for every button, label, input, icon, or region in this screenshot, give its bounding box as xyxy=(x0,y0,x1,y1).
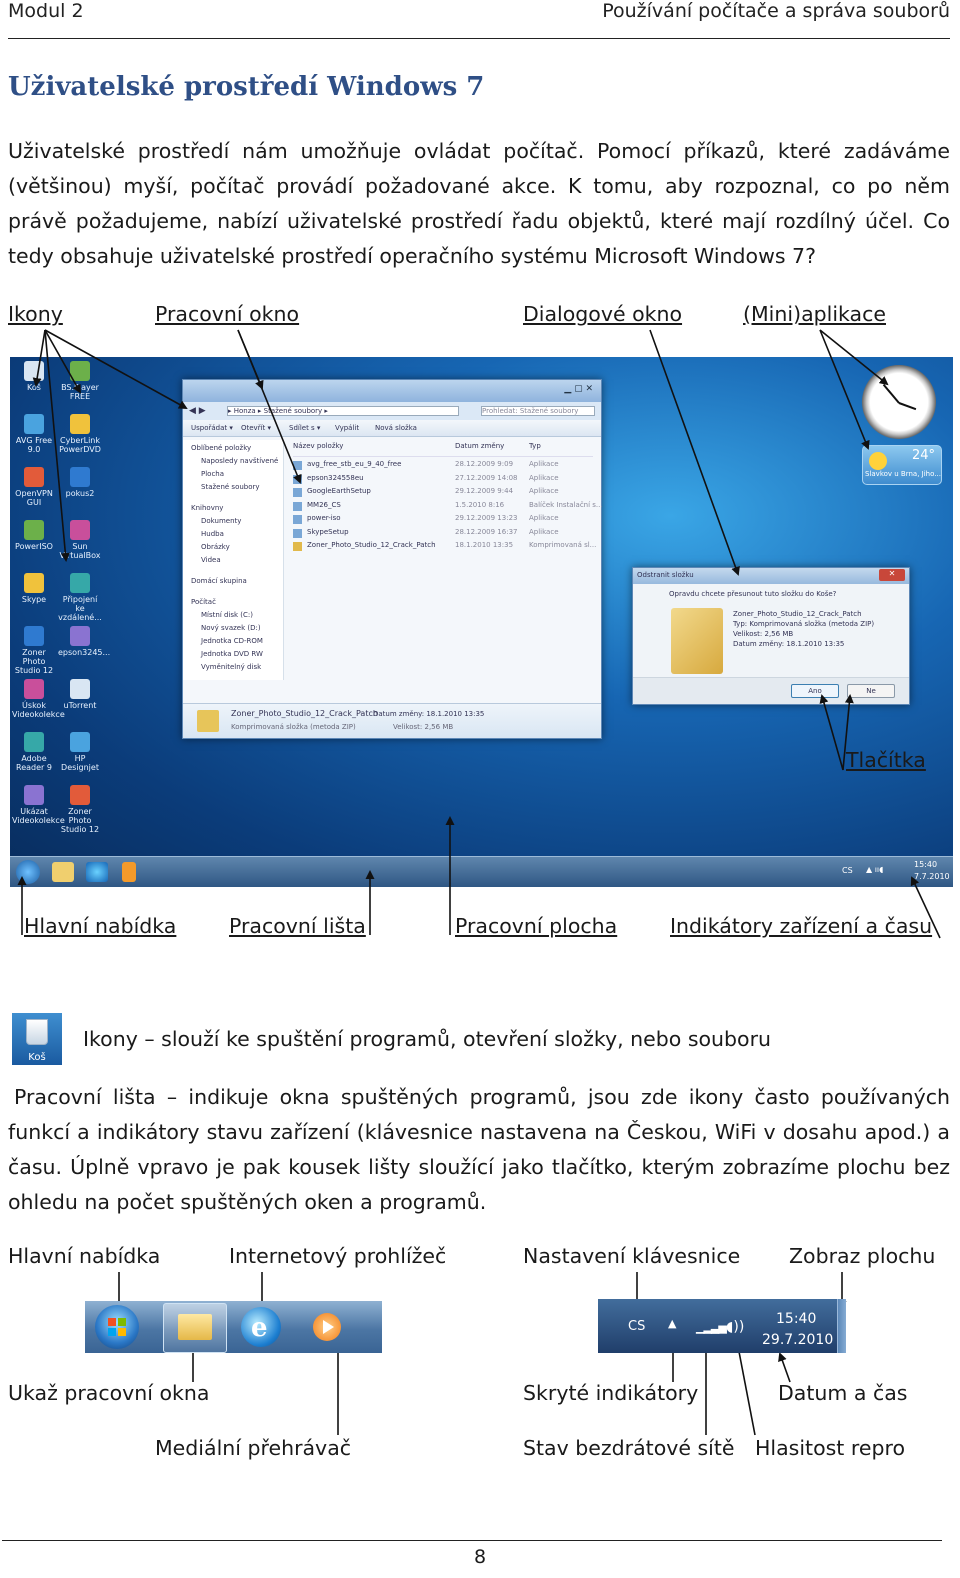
nav-item[interactable]: Hudba xyxy=(201,530,224,538)
footer-rule xyxy=(2,1540,942,1541)
start-orb-icon[interactable] xyxy=(95,1305,139,1349)
nav-item[interactable]: Plocha xyxy=(201,470,225,478)
file-type: Aplikace xyxy=(529,487,559,495)
label-icons: Ikony xyxy=(8,302,63,326)
nav-item[interactable]: Jednotka DVD RW xyxy=(201,650,263,658)
file-date: 28.12.2009 16:37 xyxy=(455,527,518,536)
explorer-pinned-button[interactable] xyxy=(163,1303,227,1353)
intro-paragraph: Uživatelské prostředí nám umožňuje ovládat počítač. Pomocí příkazů, které zadáváme (většinou) myší, počítač provádí požadované akce. K tomu, aby rozpoznal, co po něm právě požadujeme, nabízí uživatelské prostředí řadu objektů, které mají rozdílný účel. Co tedy obsahuje uživatelské prostředí operačního systému Microsoft Windows 7? xyxy=(8,139,950,268)
nav-item[interactable]: Dokumenty xyxy=(201,517,242,525)
detail-label-browser: Internetový prohlížeč xyxy=(229,1244,447,1268)
icons-description: Ikony – slouží ke spuštění programů, otevření složky, nebo souboru xyxy=(83,1027,772,1051)
header-chapter: Používání počítače a správa souborů xyxy=(602,0,950,22)
label-mini-apps: (Mini)aplikace xyxy=(743,302,886,326)
detail-label-show-windows: Ukaž pracovní okna xyxy=(8,1381,210,1405)
toolbar-item[interactable]: Sdílet s ▾ xyxy=(289,424,321,432)
desktop-icon-label: BS.Player FREE xyxy=(61,383,99,401)
nav-item[interactable]: Oblíbené položky xyxy=(191,444,252,452)
details-name: Zoner_Photo_Studio_12_Crack_Patch xyxy=(231,709,378,718)
nav-item[interactable]: Místní disk (C:) xyxy=(201,611,254,619)
tray-icons[interactable]: ▲ ıı◖ xyxy=(866,865,884,874)
desktop-icon-label: Ukázat Videokolekce xyxy=(12,807,65,825)
tray-lang[interactable]: CS xyxy=(842,866,853,875)
file-type: Aplikace xyxy=(529,473,559,482)
detail-label-keyboard: Nastavení klávesnice xyxy=(523,1244,741,1268)
page-title: Uživatelské prostředí Windows 7 xyxy=(8,72,485,102)
dialog-file-size: Velikost: 2,56 MB xyxy=(733,630,794,638)
label-taskbar: Pracovní lišta xyxy=(229,914,366,938)
taskbar-zoom xyxy=(85,1301,382,1353)
desktop-icon-label: Koš xyxy=(27,383,41,392)
file-date: 27.12.2009 14:08 xyxy=(455,473,518,482)
file-type: Aplikace xyxy=(529,514,559,522)
desktop-icon-label: Připojení ke vzdálené... xyxy=(58,595,102,622)
desktop-icon-label: Zoner Photo Studio 12 xyxy=(14,648,54,675)
file-name: avg_free_stb_eu_9_40_free xyxy=(307,460,402,468)
column-type[interactable]: Typ xyxy=(529,442,541,450)
label-desktop: Pracovní plocha xyxy=(455,914,618,938)
file-name: Zoner_Photo_Studio_12_Crack_Patch xyxy=(307,541,436,549)
recycle-bin-caption: Koš xyxy=(28,1052,46,1063)
detail-label-start-menu: Hlavní nabídka xyxy=(8,1244,161,1268)
tray-date[interactable]: 7.7.2010 xyxy=(914,872,950,881)
taskbar-paragraph: Pracovní lišta – indikuje okna spuštěných programů, jsou zde ikony často používaných funkcí a indikátory stavu zařízení (klávesnice nastavena na Českou, WiFi v dosahu apod.) a času. Úplně vpravo je pak kousek lišty sloužící jako tlačítko, kterým zobrazíme plochu bez ohledu na počet spuštěných oken a programů. xyxy=(8,1085,950,1214)
dialog-file-date: Datum změny: 18.1.2010 13:35 xyxy=(733,640,845,648)
header-module: Modul 2 xyxy=(8,0,84,22)
file-date: 1.5.2010 8:16 xyxy=(455,500,505,509)
dialog-file-type: Typ: Komprimovaná složka (metoda ZIP) xyxy=(733,620,875,628)
label-indicators: Indikátory zařízení a času xyxy=(670,914,933,938)
desktop-icon-label: Skype xyxy=(21,595,47,604)
details-size: Velikost: 2,56 MB xyxy=(393,723,454,731)
file-name: GoogleEarthSetup xyxy=(307,487,371,495)
explorer-search[interactable]: Prohledat: Stažené soubory xyxy=(481,406,595,416)
nav-item[interactable]: Stažené soubory xyxy=(201,483,260,491)
column-name[interactable]: Název položky xyxy=(293,442,344,450)
desktop-icon-label: Zoner Photo Studio 12 xyxy=(60,807,100,834)
label-work-window: Pracovní okno xyxy=(155,302,300,326)
file-date: 28.12.2009 9:09 xyxy=(455,460,514,468)
nav-item[interactable]: Nový svazek (D:) xyxy=(201,624,261,632)
label-start-menu: Hlavní nabídka xyxy=(24,914,177,938)
nav-item[interactable]: Videa xyxy=(201,556,221,564)
desktop-icon-label: pokus2 xyxy=(65,489,95,498)
file-type: Aplikace xyxy=(529,527,559,536)
file-type: Komprimovaná sl... xyxy=(529,541,597,549)
detail-label-wifi: Stav bezdrátové sítě xyxy=(523,1436,735,1460)
file-type: Balíček Instalační s... xyxy=(529,500,603,509)
wifi-icon[interactable]: ▁▂▃▅ xyxy=(696,1321,726,1334)
yes-button[interactable]: Ano xyxy=(791,684,839,698)
nav-item[interactable]: Jednotka CD-ROM xyxy=(201,637,263,645)
no-button[interactable]: Ne xyxy=(847,684,895,698)
column-date[interactable]: Datum změny xyxy=(455,442,505,450)
details-date: Datum změny: 18.1.2010 13:35 xyxy=(373,710,485,718)
details-type: Komprimovaná složka (metoda ZIP) xyxy=(231,723,356,731)
desktop-icon-label: OpenVPN GUI xyxy=(15,489,53,507)
detail-label-show-desktop: Zobraz plochu xyxy=(789,1244,936,1268)
weather-temp: 24° xyxy=(911,448,935,463)
tray-zoom-lang[interactable]: CS xyxy=(628,1319,646,1334)
hidden-indicators-icon[interactable]: ▲ xyxy=(668,1317,677,1330)
nav-item[interactable]: Vyměnitelný disk xyxy=(201,663,262,671)
file-name: epson324558eu xyxy=(307,473,364,482)
desktop-icon-label: AVG Free 9.0 xyxy=(15,436,53,454)
file-date: 18.1.2010 13:35 xyxy=(455,541,514,549)
desktop-icon-label: PowerISO xyxy=(15,542,53,551)
toolbar-item[interactable]: Otevřít ▾ xyxy=(241,424,272,432)
label-buttons: Tlačítka xyxy=(846,748,926,772)
weather-place: Slavkov u Brna, Jiho... xyxy=(865,470,941,478)
window-controls-icon[interactable]: ▁ ▢ ✕ xyxy=(564,384,593,394)
internet-explorer-icon[interactable]: e xyxy=(241,1307,281,1347)
nav-item[interactable]: Obrázky xyxy=(201,543,230,551)
recycle-bin-icon xyxy=(12,1013,62,1065)
detail-label-media-player: Mediální přehrávač xyxy=(155,1436,352,1460)
dialog-title: Odstranit složku xyxy=(637,571,694,579)
desktop-icon-label: epson3245... xyxy=(58,648,111,657)
dialog-question: Opravdu chcete přesunout tuto složku do Koše? xyxy=(669,590,837,598)
desktop-icon-label: Úskok Videokolekce xyxy=(12,701,65,719)
toolbar-item[interactable]: Nová složka xyxy=(375,424,417,432)
folder-icon xyxy=(178,1314,212,1340)
dialog-close-icon[interactable]: ✕ xyxy=(879,569,905,581)
file-date: 29.12.2009 13:23 xyxy=(455,514,518,522)
tray-zoom-time[interactable]: 15:40 xyxy=(776,1311,817,1327)
toolbar-item[interactable]: Uspořádat ▾ xyxy=(191,424,233,432)
nav-item[interactable]: Počítač xyxy=(191,598,216,606)
back-forward-icon[interactable]: ◀ ▶ xyxy=(189,406,206,416)
page-number: 8 xyxy=(473,1546,487,1568)
toolbar-item[interactable]: Vypálit xyxy=(335,424,360,432)
dialog-file-name: Zoner_Photo_Studio_12_Crack_Patch xyxy=(733,610,862,618)
file-type: Aplikace xyxy=(529,460,559,468)
file-name: MM26_CS xyxy=(307,500,341,509)
label-dialog-window: Dialogové okno xyxy=(523,302,683,326)
file-name: power-iso xyxy=(307,514,341,522)
desktop-icon-label: CyberLink PowerDVD xyxy=(59,436,101,454)
media-player-icon[interactable] xyxy=(313,1313,341,1341)
bin-shape-icon xyxy=(26,1019,48,1045)
nav-item[interactable]: Domácí skupina xyxy=(191,577,247,585)
desktop-icon-label: Adobe Reader 9 xyxy=(16,754,52,772)
nav-item[interactable]: Naposledy navštívené xyxy=(201,457,279,465)
tray-zoom-date[interactable]: 29.7.2010 xyxy=(762,1332,834,1348)
desktop-icon-label: Sun VirtualBox xyxy=(59,542,101,560)
tray-zoom xyxy=(598,1299,846,1353)
detail-label-date-time: Datum a čas xyxy=(778,1381,908,1405)
desktop-icon-label: HP Designjet xyxy=(61,754,99,772)
detail-label-hidden-indicators: Skryté indikátory xyxy=(523,1381,699,1405)
file-name: SkypeSetup xyxy=(307,527,349,536)
show-desktop-button[interactable] xyxy=(837,1299,846,1353)
nav-item[interactable]: Knihovny xyxy=(191,504,224,512)
file-date: 29.12.2009 9:44 xyxy=(455,487,514,495)
address-bar[interactable]: ▸ Honza ▸ Stažené soubory ▸ xyxy=(227,406,459,416)
desktop-icon-label: uTorrent xyxy=(63,701,97,710)
detail-label-volume: Hlasitost repro xyxy=(755,1436,905,1460)
volume-icon[interactable]: ◖)) xyxy=(726,1319,745,1335)
tray-time[interactable]: 15:40 xyxy=(914,860,938,869)
